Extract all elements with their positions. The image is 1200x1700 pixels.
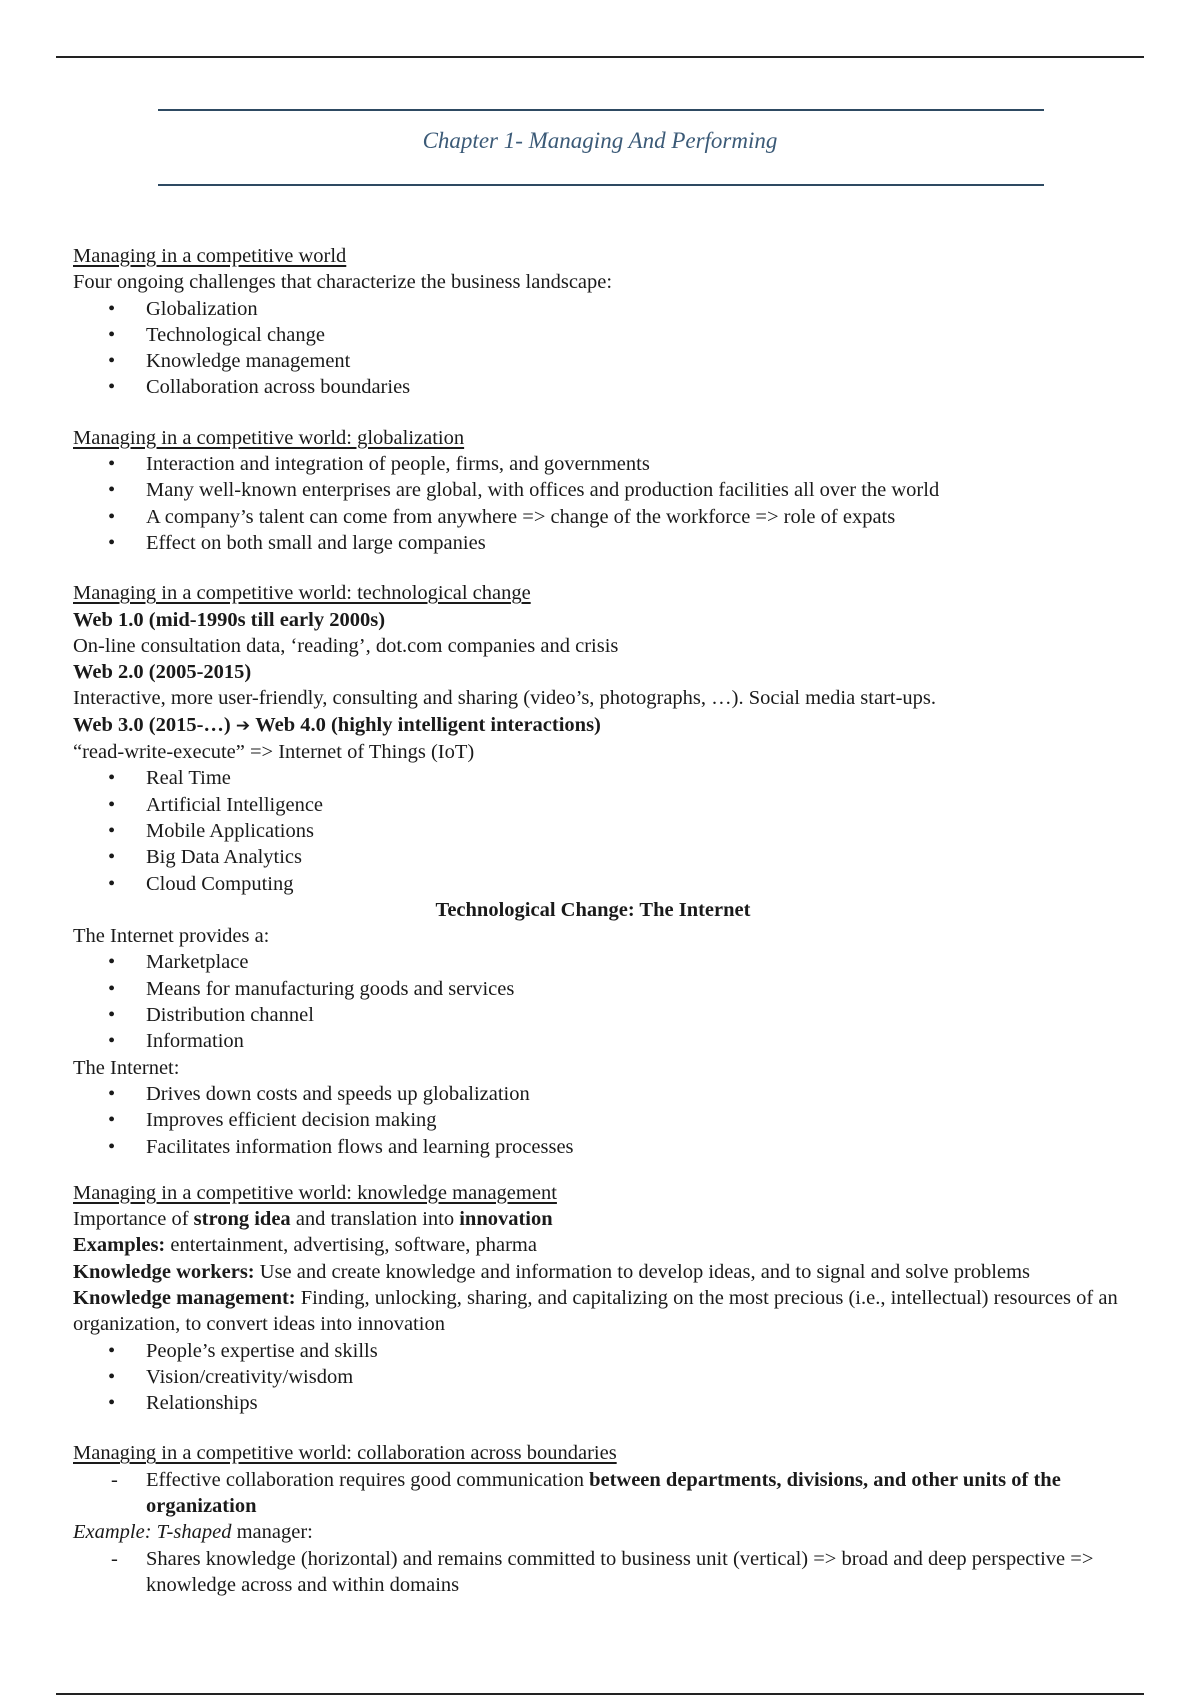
title-bottom-rule	[158, 184, 1044, 186]
section-heading: Managing in a competitive world: collaboration across boundaries	[73, 1442, 617, 1465]
web3-title: Web 3.0 (2015-…) ➔ Web 4.0 (highly intelligent interactions)	[73, 713, 601, 736]
section-knowledge-management	[73, 1180, 1133, 1417]
list-item: • Improves efficient decision making	[73, 1107, 1133, 1133]
section-collaboration	[73, 1440, 1133, 1598]
list-item: • Distribution channel	[73, 1002, 1133, 1028]
list-item: • People’s expertise and skills	[73, 1338, 1133, 1364]
paragraph: Knowledge workers: Use and create knowledge and information to develop ideas, and to signal and solve problems	[73, 1260, 1031, 1283]
list-item: • Mobile Applications	[73, 818, 1133, 844]
subsection-title: Technological Change: The Internet	[435, 898, 751, 921]
bullet-list	[73, 1338, 1133, 1417]
bullet-list	[73, 296, 1133, 401]
paragraph: “read-write-execute” => Internet of Things (IoT)	[73, 741, 475, 764]
list-item: • Marketplace	[73, 949, 1133, 975]
list-item: • Vision/creativity/wisdom	[73, 1364, 1133, 1390]
list-item: • Knowledge management	[73, 348, 1133, 374]
list-item: • Real Time	[73, 765, 1133, 791]
list-item: • A company’s talent can come from anywhere => change of the workforce => role of expats	[73, 504, 1133, 530]
section-heading: Managing in a competitive world	[73, 245, 347, 267]
bullet-list	[73, 765, 1133, 896]
list-item: • Interaction and integration of people, firms, and governments	[73, 451, 1133, 477]
list-item: • Technological change	[73, 322, 1133, 348]
list-item: • Big Data Analytics	[73, 844, 1133, 870]
section-heading: Managing in a competitive world: technological change	[73, 582, 531, 605]
paragraph: Knowledge management: Finding, unlocking, sharing, and capitalizing on the most precious (i.e., intellectual) resources of an organization, to convert ideas into innovation	[73, 1286, 1118, 1336]
title-top-rule	[158, 109, 1044, 111]
page-bottom-rule	[56, 1693, 1144, 1695]
list-item: • Cloud Computing	[73, 871, 1133, 897]
paragraph: Example: T-shaped manager:	[73, 1521, 313, 1544]
web2-title: Web 2.0 (2005-2015)	[73, 661, 252, 684]
bullet-list	[73, 451, 1133, 556]
list-item: • Effect on both small and large companies	[73, 530, 1133, 556]
arrow-right-icon: ➔	[235, 715, 251, 736]
list-item: - Effective collaboration requires good communication between departments, divisions, and other units of the organization	[73, 1467, 1133, 1520]
list-item: • Means for manufacturing goods and services	[73, 976, 1133, 1002]
paragraph: Four ongoing challenges that characterize the business landscape:	[73, 271, 613, 294]
list-item: • Facilitates information flows and learning processes	[73, 1134, 1133, 1160]
page-title: Chapter 1- Managing And Performing	[422, 128, 778, 153]
paragraph: The Internet:	[73, 1056, 180, 1079]
paragraph: Interactive, more user-friendly, consulting and sharing (video’s, photographs, …). Social media start-ups.	[73, 687, 937, 710]
list-item: • Artificial Intelligence	[73, 792, 1133, 818]
dash-list	[73, 1546, 1133, 1599]
web1-title: Web 1.0 (mid-1990s till early 2000s)	[73, 608, 386, 631]
bullet-list	[73, 1081, 1133, 1160]
paragraph: Importance of strong idea and translation into innovation	[73, 1208, 553, 1231]
section-heading: Managing in a competitive world: globalization	[73, 426, 465, 449]
paragraph: Examples: entertainment, advertising, software, pharma	[73, 1234, 537, 1257]
list-item: • Collaboration across boundaries	[73, 374, 1133, 400]
list-item: • Information	[73, 1028, 1133, 1054]
section-heading: Managing in a competitive world: knowledge management	[73, 1181, 557, 1204]
page-top-rule	[56, 56, 1144, 58]
section-globalization	[73, 425, 1133, 556]
paragraph: The Internet provides a:	[73, 925, 270, 948]
paragraph: On-line consultation data, ‘reading’, dot.com companies and crisis	[73, 634, 619, 657]
section-technological-change	[73, 580, 1133, 1160]
list-item: • Many well-known enterprises are global, with offices and production facilities all over the world	[73, 477, 1133, 503]
bullet-list	[73, 949, 1133, 1054]
list-item: • Drives down costs and speeds up globalization	[73, 1081, 1133, 1107]
dash-list	[73, 1467, 1133, 1520]
section-overview	[73, 243, 1133, 401]
list-item: • Relationships	[73, 1390, 1133, 1416]
list-item: • Globalization	[73, 296, 1133, 322]
document-body	[73, 243, 1133, 1598]
list-item: - Shares knowledge (horizontal) and remains committed to business unit (vertical) => broad and deep perspective => knowledge across and within domains	[73, 1546, 1133, 1599]
